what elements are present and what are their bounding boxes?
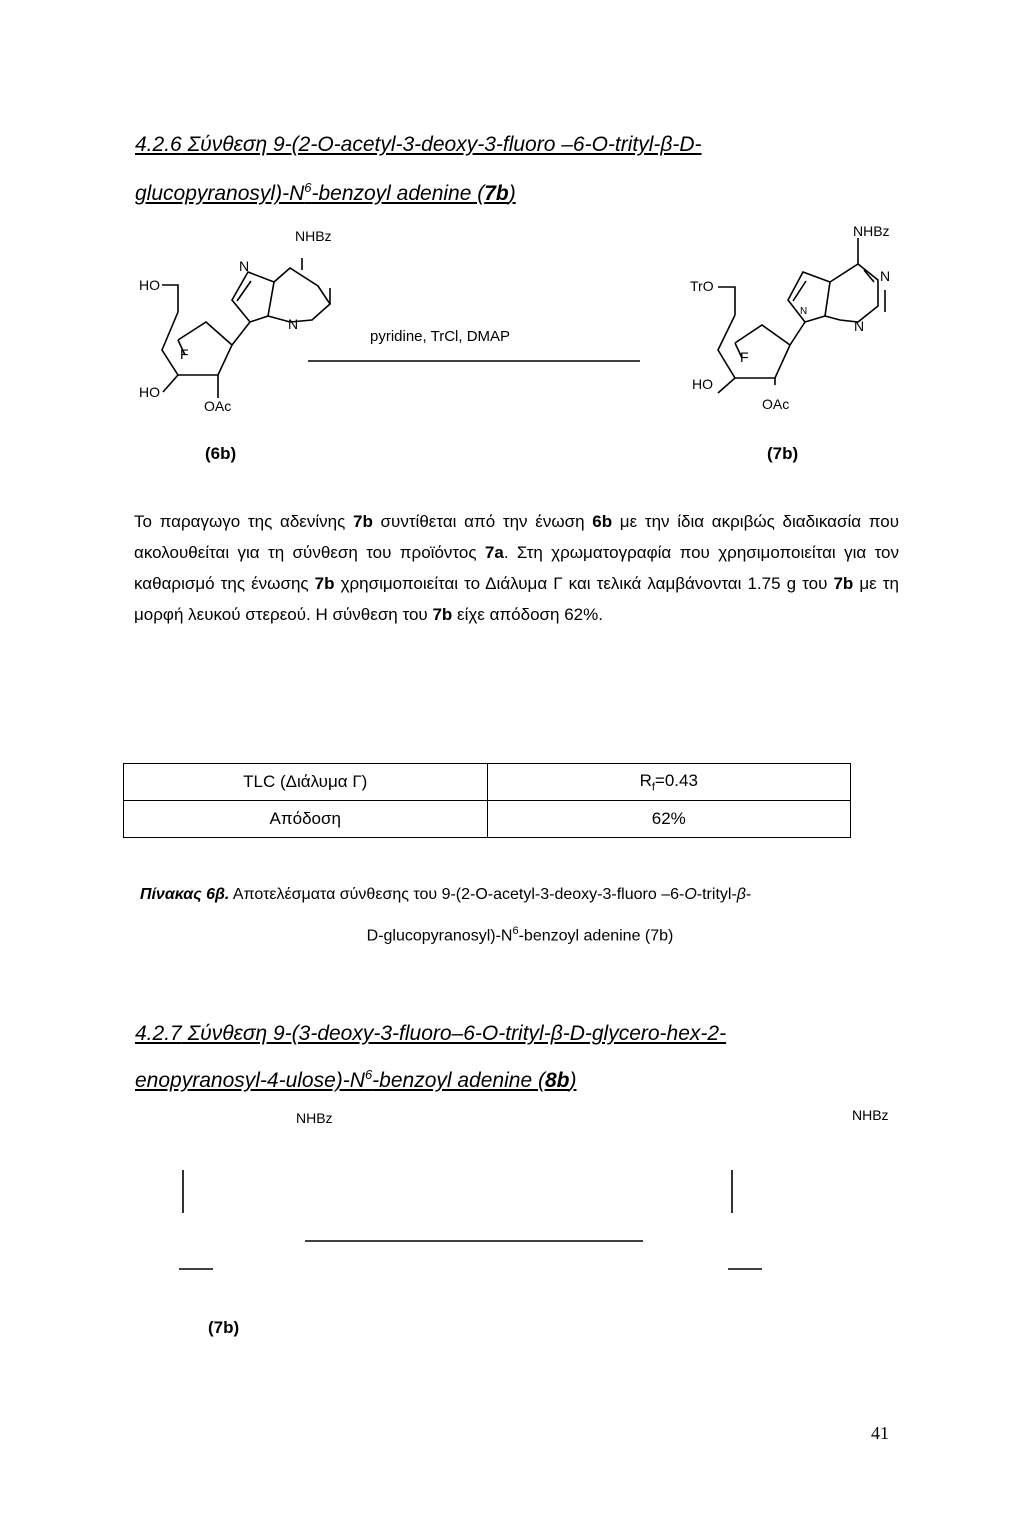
product-ho-label: HO bbox=[692, 376, 713, 392]
product-n-label: N bbox=[854, 318, 865, 334]
title-text: -benzoyl adenine ( bbox=[372, 1069, 545, 1092]
table-caption bbox=[140, 876, 900, 954]
product-n-label: N bbox=[800, 306, 808, 317]
table-cell-value: 62% bbox=[487, 801, 851, 838]
text-run: Το παραγωγο της αδενίνης bbox=[134, 512, 353, 531]
text-run: . Στη χρωματογραφία που χρησιμοποιείται για τον καθαρισμό της ένωσης bbox=[134, 543, 900, 593]
title-text: glucopyranosyl)-N bbox=[135, 182, 305, 205]
rf-symbol: R bbox=[639, 770, 652, 790]
procedure-paragraph bbox=[134, 506, 899, 630]
results-table bbox=[123, 763, 851, 838]
product-pyrimidine bbox=[825, 264, 878, 322]
compound-label-7b: (7b) bbox=[767, 444, 799, 463]
caption-title: Πίνακας 6β. bbox=[140, 886, 230, 903]
compound-label-6b: (6b) bbox=[205, 444, 237, 463]
scheme2-nhbz-right: NHBz bbox=[852, 1107, 889, 1123]
caption-text: Αποτελέσματα σύνθεσης του 9-(2-O-acetyl-3-deoxy-3-fluoro –6- bbox=[229, 886, 685, 903]
table-row bbox=[124, 801, 851, 838]
section-title-line1: Σύνθεση 9-(3-deoxy-3-fluoro–6-O-trityl-β-D-glycero-hex-2- bbox=[187, 1022, 727, 1045]
reactant-pyrimidine bbox=[268, 268, 330, 322]
section-number: 4.2.7 bbox=[135, 1022, 182, 1045]
text-run: συντίθεται από την ένωση bbox=[372, 512, 593, 531]
section-number: 4.2.6 bbox=[135, 133, 182, 156]
compound-ref: 6b bbox=[592, 512, 613, 531]
product-ho-bond bbox=[718, 378, 735, 393]
compound-ref: 7b bbox=[484, 182, 509, 205]
superscript: 6 bbox=[512, 925, 519, 937]
reactant-sugar-ring bbox=[162, 312, 232, 375]
caption-text: - bbox=[745, 886, 752, 903]
text-run: με την ίδια ακριβώς διαδικασία που ακολουθείται για τη σύνθεση του προϊόντος bbox=[134, 512, 899, 562]
reactant-n9-bond bbox=[232, 322, 250, 345]
compound-ref: 7b bbox=[353, 512, 373, 531]
reactant-ho-label: HO bbox=[139, 277, 160, 293]
product-oac-label: OAc bbox=[762, 396, 790, 412]
rf-subscript: f bbox=[651, 781, 655, 794]
text-run: με τη μορφή λευκού στερεού. Η σύνθεση του bbox=[134, 574, 899, 624]
product-nhbz-label: NHBz bbox=[853, 223, 890, 239]
scheme2-compound-label-7b: (7b) bbox=[208, 1318, 240, 1337]
reactant-ho-bottom-bond bbox=[163, 375, 178, 392]
rf-value: =0.43 bbox=[654, 770, 698, 790]
section-heading-4-2-7-line2 bbox=[135, 1067, 576, 1093]
superscript: 6 bbox=[304, 180, 312, 195]
table-cell-value bbox=[487, 764, 851, 801]
section-heading-4-2-7 bbox=[135, 1022, 726, 1046]
compound-ref: 7b bbox=[833, 574, 854, 593]
reagents-label: pyridine, TrCl, DMAP bbox=[370, 328, 511, 345]
caption-line2 bbox=[140, 913, 900, 954]
product-tro-bond bbox=[718, 287, 735, 315]
product-double-bond bbox=[793, 281, 806, 301]
caption-text: -benzoyl adenine (7b) bbox=[518, 927, 674, 945]
title-text: ) bbox=[569, 1069, 577, 1092]
reactant-oac-label: OAc bbox=[204, 398, 232, 414]
reactant-double-bond bbox=[237, 281, 251, 301]
text-run: χρησιμοποιείται το Διάλυμα Γ και τελικά λαμβάνονται 1.75 g του bbox=[334, 574, 834, 593]
scheme2-nhbz-left: NHBz bbox=[296, 1110, 333, 1126]
product-f-label: F bbox=[740, 349, 749, 365]
text-run: είχε απόδοση 62%. bbox=[452, 605, 603, 624]
product-n9-bond bbox=[790, 322, 805, 345]
caption-italic: β bbox=[736, 886, 746, 903]
compound-ref: 7b bbox=[314, 574, 335, 593]
compound-ref: 7b bbox=[432, 605, 453, 624]
paragraph-text bbox=[134, 506, 899, 630]
reactant-imidazole bbox=[232, 272, 274, 322]
table-cell-label: TLC (Διάλυμα Γ) bbox=[124, 764, 488, 801]
title-text: -benzoyl adenine ( bbox=[311, 182, 485, 205]
reactant-nhbz-label: NHBz bbox=[295, 228, 332, 244]
caption-text: -trityl- bbox=[696, 886, 737, 903]
page-number: 41 bbox=[871, 1423, 889, 1443]
reactant-f-label: F bbox=[180, 346, 189, 362]
table-cell-label: Απόδοση bbox=[124, 801, 488, 838]
reactant-ho-label: HO bbox=[139, 384, 160, 400]
title-text: ) bbox=[508, 182, 516, 205]
product-imidazole bbox=[788, 272, 830, 322]
table-row bbox=[124, 764, 851, 801]
product-sugar-ring bbox=[718, 315, 790, 378]
reactant-n-label: N bbox=[288, 316, 299, 332]
reactant-n-label: N bbox=[239, 258, 250, 274]
caption-text: D-glucopyranosyl)-N bbox=[366, 927, 513, 945]
product-tro-label: TrO bbox=[690, 278, 714, 294]
caption-italic: O bbox=[684, 886, 697, 903]
superscript: 6 bbox=[364, 1067, 373, 1082]
product-n-label: N bbox=[880, 268, 891, 284]
reactant-ho-bond bbox=[162, 285, 178, 312]
compound-ref: 7a bbox=[484, 543, 504, 562]
section-title-line1: Σύνθεση 9-(2-O-acetyl-3-deoxy-3-fluoro –6-O-trityl-β-D- bbox=[187, 133, 702, 156]
compound-ref: 8b bbox=[544, 1069, 570, 1092]
title-text: enopyranosyl-4-ulose)-N bbox=[135, 1069, 365, 1092]
